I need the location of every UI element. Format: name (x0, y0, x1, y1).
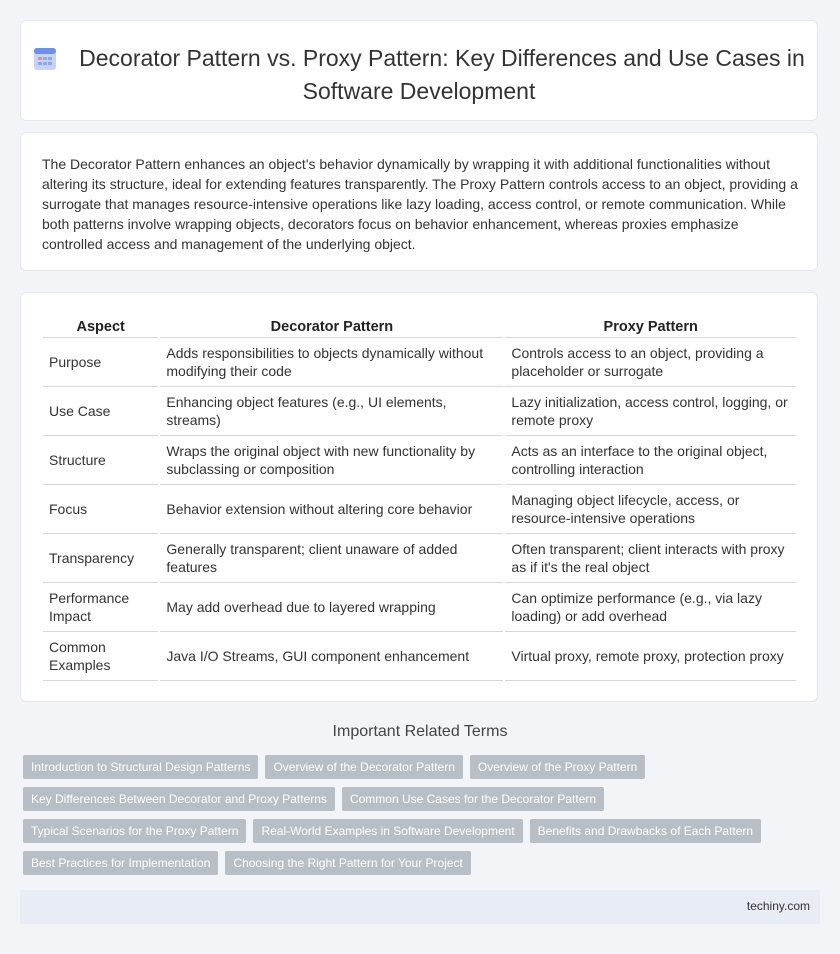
table-row (43, 435, 796, 484)
cell-decorator: Generally transparent; client unaware of added features (160, 533, 503, 582)
tag-row (23, 819, 803, 843)
related-term-tag[interactable]: Choosing the Right Pattern for Your Project (225, 851, 470, 875)
related-term-tag[interactable]: Benefits and Drawbacks of Each Pattern (530, 819, 761, 843)
table-row (43, 533, 796, 582)
related-term-tag[interactable]: Common Use Cases for the Decorator Pattern (342, 787, 604, 811)
tag-row (23, 787, 803, 811)
header-card (20, 20, 818, 121)
cell-aspect: Performance Impact (43, 582, 158, 631)
intro-paragraph: The Decorator Pattern enhances an object's behavior dynamically by wrapping it with additional functionalities without altering its structure, ideal for extending features transparently. The Proxy Pattern controls access to an object, providing a surrogate that manages resource-intensive operations like lazy loading, access control, or remote communication. While both patterns involve wrapping objects, decorators focus on behavior enhancement, whereas proxies emphasize controlled access and management of the underlying object. (42, 156, 798, 252)
comparison-card (20, 292, 818, 702)
related-terms-list (23, 755, 803, 883)
cell-aspect: Transparency (43, 533, 158, 582)
table-header-row (43, 317, 796, 337)
related-term-tag[interactable]: Typical Scenarios for the Proxy Pattern (23, 819, 246, 843)
intro-card (20, 132, 818, 271)
cell-aspect: Purpose (43, 337, 158, 386)
page-title-wrap (21, 44, 817, 106)
cell-aspect: Use Case (43, 386, 158, 435)
table-row (43, 582, 796, 631)
cell-aspect: Structure (43, 435, 158, 484)
cell-aspect: Focus (43, 484, 158, 533)
table-row (43, 337, 796, 386)
related-term-tag[interactable]: Key Differences Between Decorator and Proxy Patterns (23, 787, 335, 811)
related-term-tag[interactable]: Best Practices for Implementation (23, 851, 218, 875)
table-row (43, 386, 796, 435)
table-row (43, 484, 796, 533)
cell-decorator: Wraps the original object with new functionality by subclassing or composition (160, 435, 503, 484)
footer (20, 890, 820, 924)
related-term-tag[interactable]: Real-World Examples in Software Development (253, 819, 522, 843)
cell-proxy: Virtual proxy, remote proxy, protection proxy (505, 631, 796, 681)
related-term-tag[interactable]: Overview of the Decorator Pattern (265, 755, 462, 779)
cell-proxy: Often transparent; client interacts with proxy as if it's the real object (505, 533, 796, 582)
cell-proxy: Managing object lifecycle, access, or resource-intensive operations (505, 484, 796, 533)
cell-proxy: Controls access to an object, providing a placeholder or surrogate (505, 337, 796, 386)
tag-row (23, 755, 803, 779)
cell-decorator: Behavior extension without altering core behavior (160, 484, 503, 533)
cell-aspect: Common Examples (43, 631, 158, 681)
footer-brand[interactable]: techiny.com (746, 899, 810, 913)
cell-decorator: Enhancing object features (e.g., UI elements, streams) (160, 386, 503, 435)
related-terms-title: Important Related Terms (332, 723, 508, 740)
header-decorator: Decorator Pattern (270, 319, 394, 335)
document-icon (33, 48, 57, 77)
table-body (43, 337, 796, 681)
cell-decorator: Adds responsibilities to objects dynamically without modifying their code (160, 337, 503, 386)
cell-proxy: Acts as an interface to the original object, controlling interaction (505, 435, 796, 484)
cell-proxy: Can optimize performance (e.g., via lazy loading) or add overhead (505, 582, 796, 631)
cell-decorator: May add overhead due to layered wrapping (160, 582, 503, 631)
header-proxy: Proxy Pattern (603, 319, 698, 335)
comparison-table (41, 317, 798, 681)
tag-row (23, 851, 803, 875)
related-term-tag[interactable]: Overview of the Proxy Pattern (470, 755, 645, 779)
cell-decorator: Java I/O Streams, GUI component enhancement (160, 631, 503, 681)
page-title: Decorator Pattern vs. Proxy Pattern: Key Differences and Use Cases in Software Development (79, 45, 805, 104)
header-aspect: Aspect (76, 319, 125, 335)
table-row (43, 631, 796, 681)
related-term-tag[interactable]: Introduction to Structural Design Patterns (23, 755, 258, 779)
cell-proxy: Lazy initialization, access control, logging, or remote proxy (505, 386, 796, 435)
